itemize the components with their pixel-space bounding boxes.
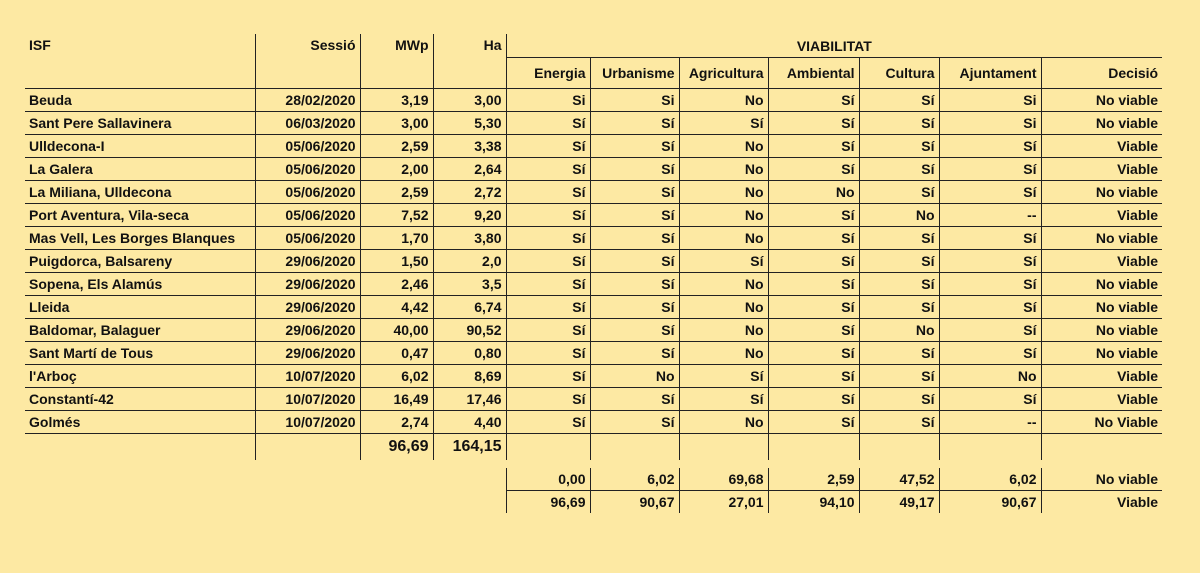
row-date: 29/06/2020: [255, 319, 360, 342]
row-ambiental: No: [768, 181, 859, 204]
summary-value: 2,59: [768, 468, 859, 491]
row-name: Constantí-42: [25, 388, 255, 411]
row-mwp: 2,59: [360, 135, 433, 158]
summary-value: 90,67: [590, 491, 679, 514]
row-name: Lleida: [25, 296, 255, 319]
row-agricultura: No: [679, 342, 768, 365]
row-cultura: Sí: [859, 181, 939, 204]
table-row: [25, 388, 1162, 411]
row-ajuntament: Sí: [939, 181, 1041, 204]
total-mwp: 96,69: [360, 434, 433, 461]
row-decisio: No viable: [1041, 296, 1162, 319]
table-row: [25, 227, 1162, 250]
row-energia: Sí: [506, 388, 590, 411]
row-ambiental: Sí: [768, 296, 859, 319]
row-name: Sant Pere Sallavinera: [25, 112, 255, 135]
row-energia: Sí: [506, 158, 590, 181]
row-date: 29/06/2020: [255, 296, 360, 319]
header-ha: Ha: [433, 34, 506, 89]
summary-table: [25, 468, 1162, 513]
table-row: [25, 250, 1162, 273]
row-urbanisme: Sí: [590, 158, 679, 181]
row-energia: Sí: [506, 181, 590, 204]
table-row: [25, 89, 1162, 112]
row-cultura: No: [859, 204, 939, 227]
row-energia: Sí: [506, 135, 590, 158]
row-date: 05/06/2020: [255, 181, 360, 204]
row-decisio: Viable: [1041, 365, 1162, 388]
row-mwp: 3,19: [360, 89, 433, 112]
row-decisio: No viable: [1041, 112, 1162, 135]
row-name: l'Arboç: [25, 365, 255, 388]
table-row: [25, 319, 1162, 342]
row-mwp: 2,00: [360, 158, 433, 181]
row-agricultura: Sí: [679, 365, 768, 388]
row-ajuntament: Sí: [939, 319, 1041, 342]
row-cultura: Sí: [859, 411, 939, 434]
row-urbanisme: Sí: [590, 411, 679, 434]
row-date: 29/06/2020: [255, 250, 360, 273]
row-urbanisme: Sí: [590, 388, 679, 411]
row-ambiental: Sí: [768, 411, 859, 434]
row-cultura: Sí: [859, 135, 939, 158]
row-ambiental: Sí: [768, 319, 859, 342]
summary-value: 0,00: [506, 468, 590, 491]
row-decisio: Viable: [1041, 204, 1162, 227]
row-agricultura: Sí: [679, 112, 768, 135]
row-ajuntament: Sí: [939, 158, 1041, 181]
row-decisio: Viable: [1041, 388, 1162, 411]
summary-row: [25, 468, 1162, 491]
row-name: Mas Vell, Les Borges Blanques: [25, 227, 255, 250]
row-energia: Sí: [506, 342, 590, 365]
row-date: 28/02/2020: [255, 89, 360, 112]
header-mwp: MWp: [360, 34, 433, 89]
row-decisio: No viable: [1041, 227, 1162, 250]
row-agricultura: No: [679, 158, 768, 181]
header-ambiental: Ambiental: [768, 58, 859, 89]
row-cultura: Sí: [859, 250, 939, 273]
row-urbanisme: Sí: [590, 112, 679, 135]
summary-value: 27,01: [679, 491, 768, 514]
summary-row: [25, 491, 1162, 514]
row-name: Sopena, Els Alamús: [25, 273, 255, 296]
row-date: 06/03/2020: [255, 112, 360, 135]
row-name: Ulldecona-I: [25, 135, 255, 158]
row-agricultura: Sí: [679, 250, 768, 273]
row-name: Port Aventura, Vila-seca: [25, 204, 255, 227]
row-ha: 4,40: [433, 411, 506, 434]
row-name: Golmés: [25, 411, 255, 434]
summary-label: Viable: [1041, 491, 1162, 514]
row-decisio: No viable: [1041, 342, 1162, 365]
row-date: 05/06/2020: [255, 158, 360, 181]
row-mwp: 7,52: [360, 204, 433, 227]
row-urbanisme: No: [590, 365, 679, 388]
row-agricultura: No: [679, 227, 768, 250]
row-cultura: Sí: [859, 365, 939, 388]
summary-value: 94,10: [768, 491, 859, 514]
header-cultura: Cultura: [859, 58, 939, 89]
header-ajuntament: Ajuntament: [939, 58, 1041, 89]
total-ha: 164,15: [433, 434, 506, 461]
row-mwp: 2,59: [360, 181, 433, 204]
row-date: 10/07/2020: [255, 365, 360, 388]
row-ha: 90,52: [433, 319, 506, 342]
row-date: 29/06/2020: [255, 273, 360, 296]
row-ha: 2,64: [433, 158, 506, 181]
row-ajuntament: --: [939, 411, 1041, 434]
row-ajuntament: Sí: [939, 342, 1041, 365]
table-row: [25, 112, 1162, 135]
row-cultura: Sí: [859, 89, 939, 112]
row-agricultura: No: [679, 89, 768, 112]
row-date: 10/07/2020: [255, 388, 360, 411]
row-cultura: Sí: [859, 296, 939, 319]
row-ajuntament: Sí: [939, 135, 1041, 158]
header-viabilitat: VIABILITAT: [506, 34, 1162, 58]
row-ambiental: Sí: [768, 342, 859, 365]
row-ambiental: Sí: [768, 250, 859, 273]
row-urbanisme: Sí: [590, 135, 679, 158]
table-row: [25, 411, 1162, 434]
row-urbanisme: Sí: [590, 227, 679, 250]
row-mwp: 40,00: [360, 319, 433, 342]
row-energia: Sí: [506, 227, 590, 250]
row-ajuntament: Si: [939, 89, 1041, 112]
row-ajuntament: --: [939, 204, 1041, 227]
header-agricultura: Agricultura: [679, 58, 768, 89]
row-cultura: Sí: [859, 342, 939, 365]
row-cultura: Sí: [859, 112, 939, 135]
row-mwp: 2,74: [360, 411, 433, 434]
row-energia: Sí: [506, 411, 590, 434]
row-decisio: No Viable: [1041, 411, 1162, 434]
row-ha: 8,69: [433, 365, 506, 388]
row-ambiental: Sí: [768, 89, 859, 112]
row-agricultura: No: [679, 273, 768, 296]
summary-value: 6,02: [939, 468, 1041, 491]
row-ambiental: Sí: [768, 388, 859, 411]
summary-label: No viable: [1041, 468, 1162, 491]
row-decisio: Viable: [1041, 250, 1162, 273]
header-isf: ISF: [25, 34, 255, 89]
row-ajuntament: Sí: [939, 296, 1041, 319]
row-date: 10/07/2020: [255, 411, 360, 434]
row-ha: 3,38: [433, 135, 506, 158]
row-energia: Sí: [506, 319, 590, 342]
row-date: 05/06/2020: [255, 135, 360, 158]
row-decisio: No viable: [1041, 273, 1162, 296]
row-ha: 6,74: [433, 296, 506, 319]
summary-value: 90,67: [939, 491, 1041, 514]
row-date: 05/06/2020: [255, 227, 360, 250]
row-energia: Sí: [506, 112, 590, 135]
row-agricultura: No: [679, 181, 768, 204]
row-mwp: 3,00: [360, 112, 433, 135]
row-ambiental: Sí: [768, 135, 859, 158]
summary-value: 47,52: [859, 468, 939, 491]
table-row: [25, 181, 1162, 204]
row-ajuntament: Sí: [939, 273, 1041, 296]
row-mwp: 1,70: [360, 227, 433, 250]
header-energia: Energia: [506, 58, 590, 89]
row-energia: Sí: [506, 365, 590, 388]
row-urbanisme: Sí: [590, 204, 679, 227]
row-agricultura: No: [679, 319, 768, 342]
row-agricultura: No: [679, 296, 768, 319]
row-name: La Miliana, Ulldecona: [25, 181, 255, 204]
row-mwp: 16,49: [360, 388, 433, 411]
totals-row: [25, 434, 1162, 461]
row-mwp: 0,47: [360, 342, 433, 365]
row-agricultura: No: [679, 135, 768, 158]
row-ha: 2,0: [433, 250, 506, 273]
header-sessio: Sessió: [255, 34, 360, 89]
row-ambiental: Sí: [768, 158, 859, 181]
row-energia: Si: [506, 89, 590, 112]
table-row: [25, 342, 1162, 365]
table-row: [25, 273, 1162, 296]
row-agricultura: No: [679, 204, 768, 227]
row-urbanisme: Sí: [590, 342, 679, 365]
row-urbanisme: Sí: [590, 250, 679, 273]
row-ajuntament: Sí: [939, 388, 1041, 411]
row-mwp: 6,02: [360, 365, 433, 388]
row-cultura: Sí: [859, 158, 939, 181]
row-ha: 3,80: [433, 227, 506, 250]
row-urbanisme: Si: [590, 89, 679, 112]
row-ambiental: Sí: [768, 227, 859, 250]
row-name: Puigdorca, Balsareny: [25, 250, 255, 273]
row-energia: Sí: [506, 273, 590, 296]
row-ha: 9,20: [433, 204, 506, 227]
row-cultura: No: [859, 319, 939, 342]
viability-table: [25, 34, 1162, 460]
row-ajuntament: Si: [939, 112, 1041, 135]
row-name: Beuda: [25, 89, 255, 112]
row-ajuntament: Sí: [939, 227, 1041, 250]
summary-value: 69,68: [679, 468, 768, 491]
row-energia: Sí: [506, 250, 590, 273]
row-ajuntament: No: [939, 365, 1041, 388]
row-urbanisme: Sí: [590, 319, 679, 342]
row-cultura: Sí: [859, 273, 939, 296]
row-ambiental: Sí: [768, 204, 859, 227]
table-row: [25, 135, 1162, 158]
row-name: La Galera: [25, 158, 255, 181]
row-urbanisme: Sí: [590, 181, 679, 204]
row-ambiental: Sí: [768, 273, 859, 296]
row-mwp: 1,50: [360, 250, 433, 273]
row-ha: 0,80: [433, 342, 506, 365]
row-decisio: No viable: [1041, 181, 1162, 204]
row-ajuntament: Sí: [939, 250, 1041, 273]
row-name: Sant Martí de Tous: [25, 342, 255, 365]
row-ha: 3,00: [433, 89, 506, 112]
row-ha: 17,46: [433, 388, 506, 411]
row-date: 05/06/2020: [255, 204, 360, 227]
table-row: [25, 204, 1162, 227]
row-name: Baldomar, Balaguer: [25, 319, 255, 342]
header-urbanisme: Urbanisme: [590, 58, 679, 89]
table-row: [25, 365, 1162, 388]
row-ambiental: Sí: [768, 112, 859, 135]
row-mwp: 2,46: [360, 273, 433, 296]
row-decisio: No viable: [1041, 319, 1162, 342]
summary-value: 96,69: [506, 491, 590, 514]
row-ha: 2,72: [433, 181, 506, 204]
row-urbanisme: Sí: [590, 273, 679, 296]
table-row: [25, 158, 1162, 181]
row-date: 29/06/2020: [255, 342, 360, 365]
row-decisio: Viable: [1041, 158, 1162, 181]
row-agricultura: No: [679, 411, 768, 434]
row-decisio: Viable: [1041, 135, 1162, 158]
row-agricultura: Sí: [679, 388, 768, 411]
row-urbanisme: Sí: [590, 296, 679, 319]
row-energia: Sí: [506, 204, 590, 227]
row-cultura: Sí: [859, 227, 939, 250]
summary-value: 6,02: [590, 468, 679, 491]
row-cultura: Sí: [859, 388, 939, 411]
row-ha: 5,30: [433, 112, 506, 135]
row-mwp: 4,42: [360, 296, 433, 319]
row-ambiental: Sí: [768, 365, 859, 388]
row-decisio: No viable: [1041, 89, 1162, 112]
row-energia: Sí: [506, 296, 590, 319]
summary-value: 49,17: [859, 491, 939, 514]
table-row: [25, 296, 1162, 319]
row-ha: 3,5: [433, 273, 506, 296]
header-decisio: Decisió: [1041, 58, 1162, 89]
